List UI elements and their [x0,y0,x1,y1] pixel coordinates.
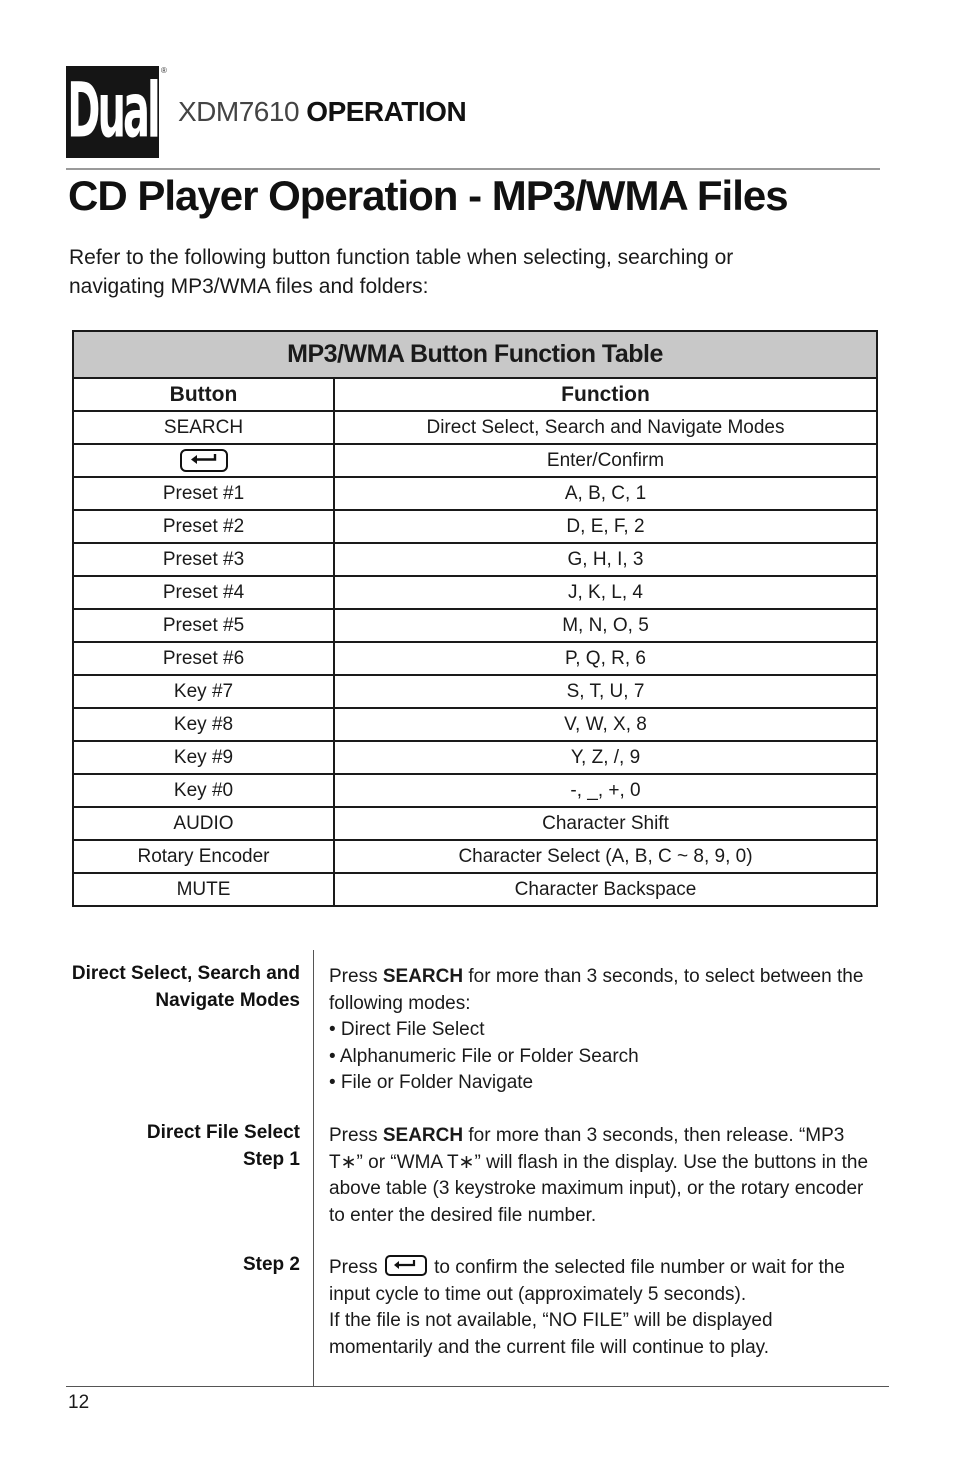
table-row [73,609,877,642]
cell-button: SEARCH [73,411,334,444]
desc-step1-search: SEARCH [382,1125,464,1146]
intro-paragraph: Refer to the following button function table when selecting, searching or navigating MP3/WMA files and folders: [69,246,734,298]
enter-icon [180,449,228,472]
registered-mark: ® [161,66,167,75]
cell-button: Preset #4 [73,576,334,609]
label-modes-line1: Direct Select, Search and [71,963,300,984]
table-row [73,543,877,576]
cell-button: Preset #1 [73,477,334,510]
desc-modes-search: SEARCH [382,966,464,987]
button-function-table [72,330,878,907]
cell-function: Y, Z, /, 9 [334,741,877,774]
page-number: 12 [68,1392,90,1413]
section-divider [313,950,314,1386]
table-body [73,411,877,906]
desc-step2-text: to confirm the selected file number or wait for the input cycle to time out (approximately 5 seconds). [329,1257,845,1305]
cell-function: G, H, I, 3 [334,543,877,576]
table-row [73,741,877,774]
cell-button: Rotary Encoder [73,840,334,873]
table-row [73,774,877,807]
cell-function: D, E, F, 2 [334,510,877,543]
table-row [73,642,877,675]
header-model [178,96,466,128]
table-row [73,675,877,708]
cell-function: M, N, O, 5 [334,609,877,642]
table-row [73,444,877,477]
table-row [73,873,877,906]
cell-button: Preset #2 [73,510,334,543]
cell-function: J, K, L, 4 [334,576,877,609]
desc-step1-text: for more than 3 seconds, then release. “MP3 T∗” or “WMA T∗” will flash in the display. Use the buttons in the above table (3 keystroke maximum input), or the rotary encoder to enter the desired file number. [329,1125,869,1226]
desc-step2-press: Press [329,1257,383,1278]
page-title: CD Player Operation - MP3/WMA Files [68,172,788,219]
dual-logo: Dual [66,66,159,158]
column-header-function: Function [334,378,877,411]
cell-button: Preset #3 [73,543,334,576]
cell-function: Character Shift [334,807,877,840]
cell-button: Key #8 [73,708,334,741]
table-row [73,510,877,543]
cell-function: S, T, U, 7 [334,675,877,708]
table-row [73,411,877,444]
modes-list [329,1017,874,1097]
table-row [73,576,877,609]
mode-item: • Direct File Select [329,1019,485,1040]
cell-button: AUDIO [73,807,334,840]
desc-step1-press: Press [329,1125,383,1146]
cell-function: Enter/Confirm [334,444,877,477]
enter-icon [385,1255,427,1276]
footer-rule [66,1386,889,1387]
cell-function: Character Select (A, B, C ~ 8, 9, 0) [334,840,877,873]
cell-button: Preset #6 [73,642,334,675]
table-row [73,477,877,510]
header-rule [66,168,880,170]
cell-button [73,444,334,477]
cell-function: Character Backspace [334,873,877,906]
cell-function: A, B, C, 1 [334,477,877,510]
cell-function: -, _, +, 0 [334,774,877,807]
table-row [73,840,877,873]
label-step1-line2: Step 1 [242,1149,300,1170]
model-number: XDM7610 [178,96,300,127]
cell-function: P, Q, R, 6 [334,642,877,675]
label-modes-line2: Navigate Modes [155,990,300,1011]
label-step1 [147,1119,300,1173]
cell-button: Key #9 [73,741,334,774]
desc-step2-nofile: If the file is not available, “NO FILE” will be displayed momentarily and the current file will continue to play. [329,1310,773,1358]
cell-function: Direct Select, Search and Navigate Modes [334,411,877,444]
cell-button: Key #0 [73,774,334,807]
label-step2 [243,1251,300,1278]
desc-step1 [329,1123,874,1229]
cell-button: Key #7 [73,675,334,708]
label-step2-line1: Step 2 [242,1254,300,1275]
desc-modes-text: for more than 3 seconds, to select between the following modes: [329,966,864,1014]
desc-modes-press: Press [329,966,383,987]
cell-button: Preset #5 [73,609,334,642]
desc-step2 [329,1255,874,1361]
column-header-button: Button [73,378,334,411]
mode-item: • Alphanumeric File or Folder Search [329,1045,639,1067]
label-modes [72,960,300,1014]
desc-modes [329,964,874,1097]
table-row [73,708,877,741]
mode-item: • File or Folder Navigate [329,1072,534,1093]
table-row [73,807,877,840]
table-caption: MP3/WMA Button Function Table [73,331,877,378]
label-step1-line1: Direct File Select [146,1122,300,1143]
cell-button: MUTE [73,873,334,906]
cell-function: V, W, X, 8 [334,708,877,741]
section-name: OPERATION [306,96,467,127]
